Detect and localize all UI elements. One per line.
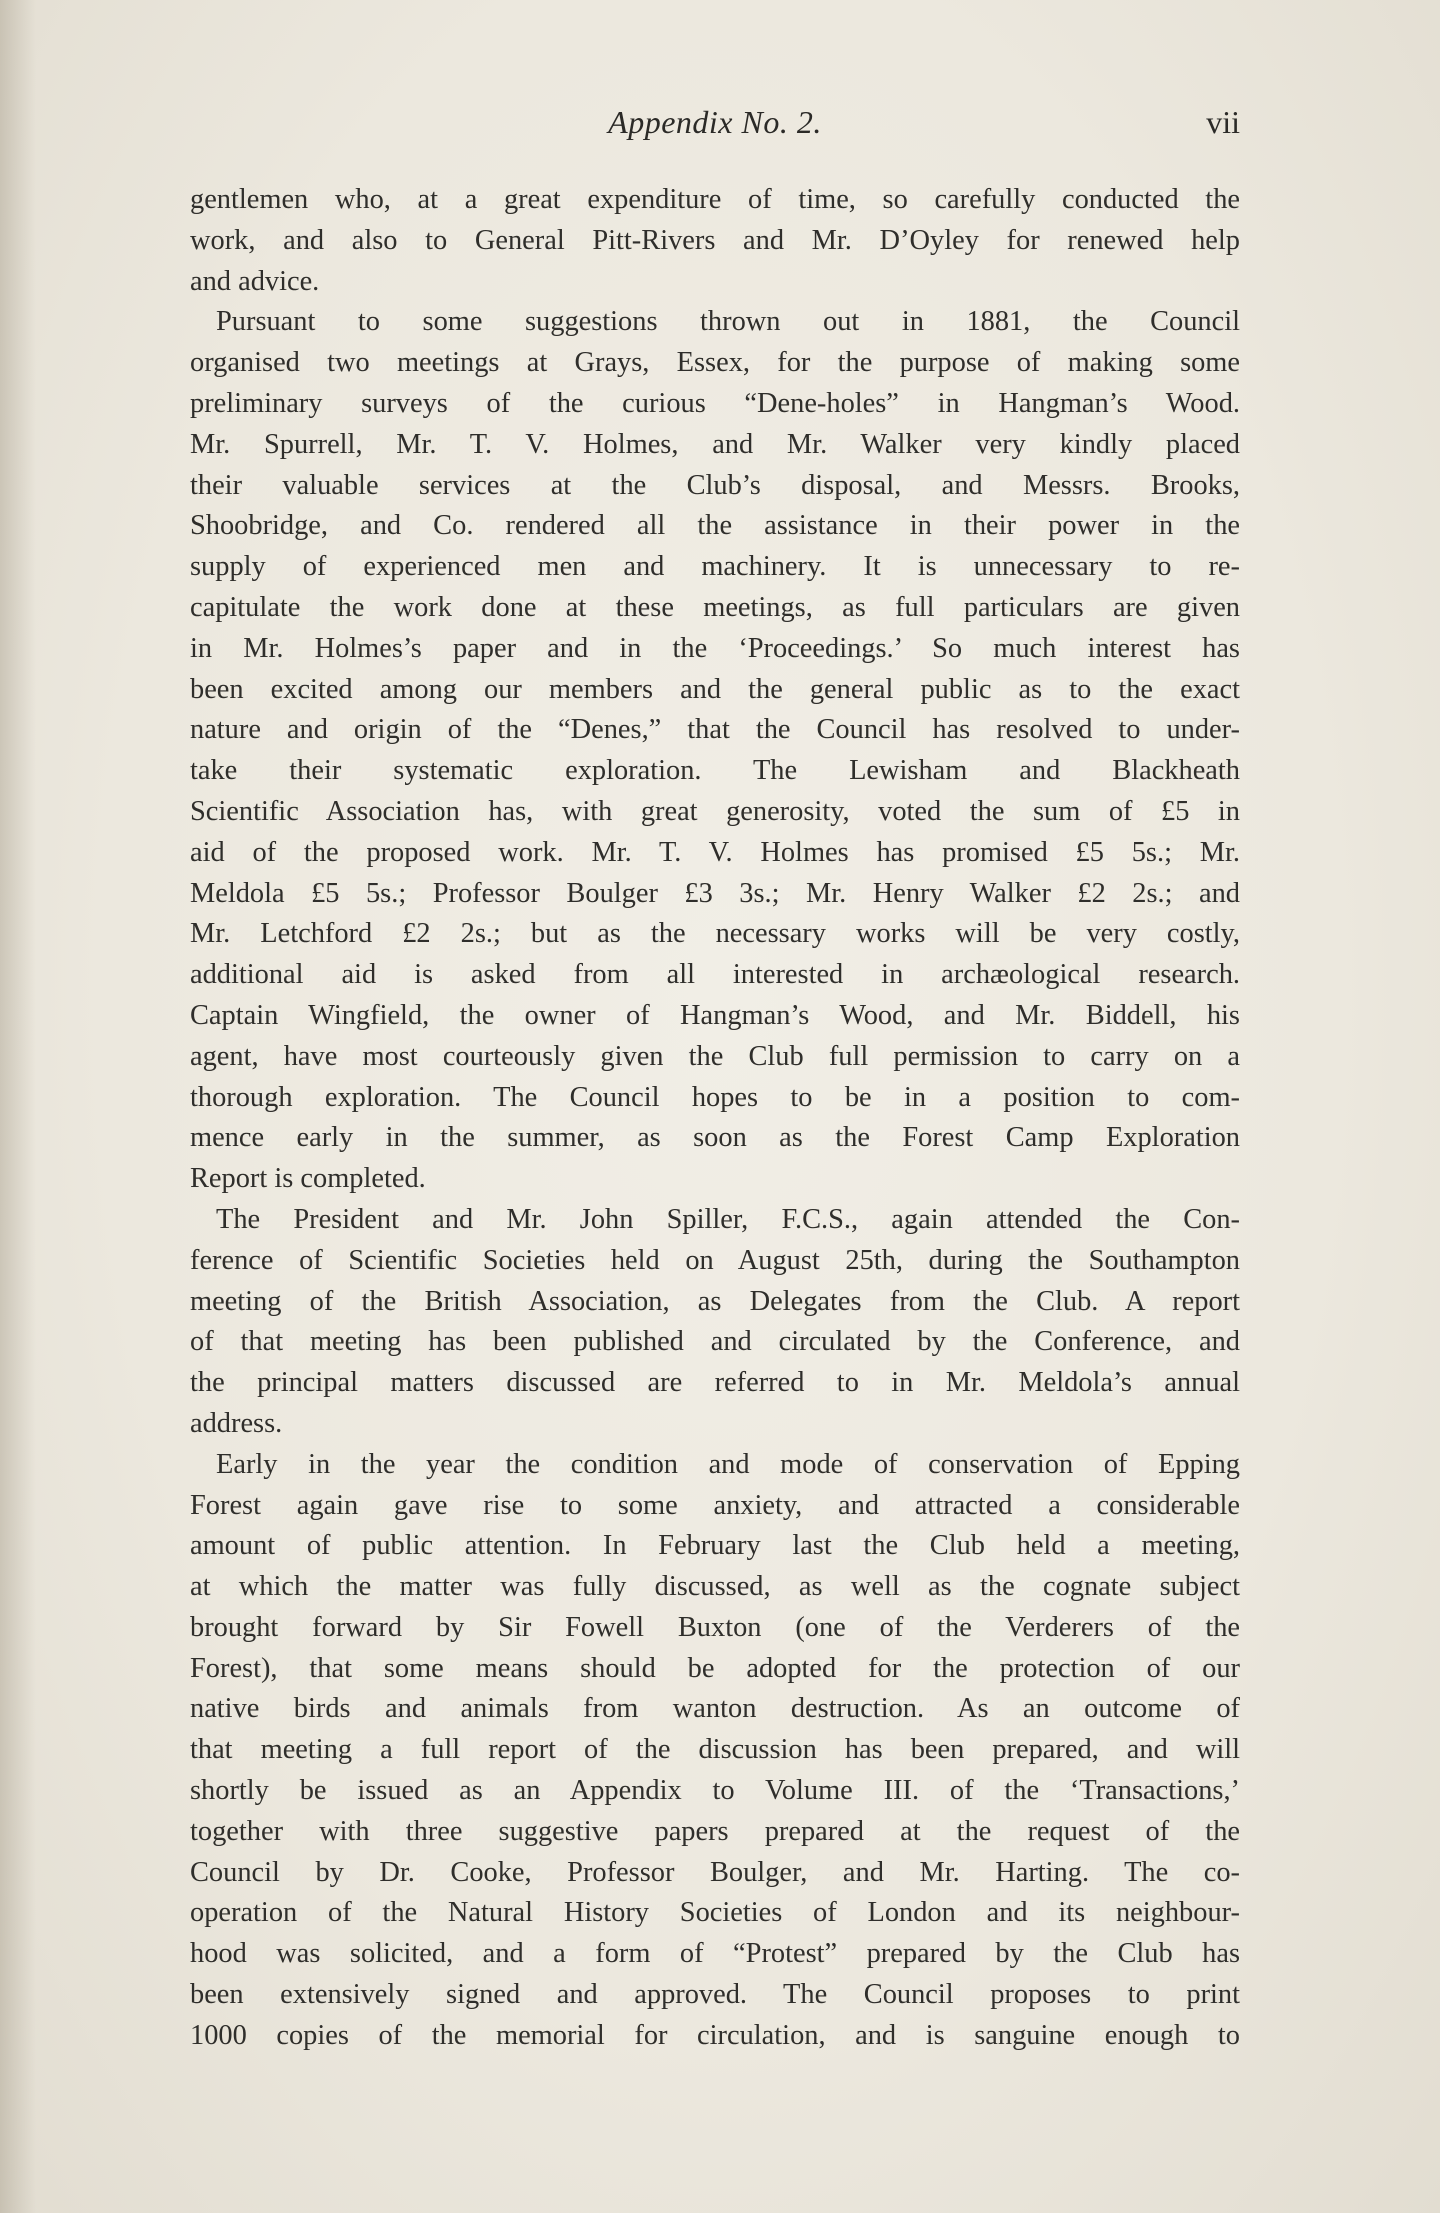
text-line: The President and Mr. John Spiller, F.C.S., again attended the Con-: [216, 1203, 1240, 1235]
text-line: nature and origin of the “Denes,” that the Council has resolved to under-: [190, 714, 1240, 746]
text-line: in Mr. Holmes’s paper and in the ‘Proceedings.’ So much interest has: [190, 632, 1240, 664]
page-header: [190, 100, 1240, 156]
text-line: been extensively signed and approved. The Council proposes to print: [190, 1979, 1240, 2011]
text-line: supply of experienced men and machinery. It is unnecessary to re-: [190, 551, 1240, 583]
text-line: capitulate the work done at these meetings, as full particulars are given: [190, 591, 1240, 623]
text-line: amount of public attention. In February last the Club held a meeting,: [190, 1530, 1240, 1562]
text-line: together with three suggestive papers prepared at the request of the: [190, 1815, 1240, 1847]
text-line: hood was solicited, and a form of “Protest” prepared by the Club has: [190, 1938, 1240, 1970]
text-line: work, and also to General Pitt-Rivers and Mr. D’Oyley for renewed help: [190, 224, 1240, 256]
text-line: been excited among our members and the general public as to the exact: [190, 673, 1240, 705]
text-line: native birds and animals from wanton destruction. As an outcome of: [190, 1693, 1240, 1725]
text-line: their valuable services at the Club’s disposal, and Messrs. Brooks,: [190, 469, 1240, 501]
text-line: Council by Dr. Cooke, Professor Boulger, and Mr. Harting. The co-: [190, 1856, 1240, 1888]
text-line: preliminary surveys of the curious “Dene-holes” in Hangman’s Wood.: [190, 387, 1240, 419]
text-line: organised two meetings at Grays, Essex, for the purpose of making some: [190, 347, 1240, 379]
text-line: aid of the proposed work. Mr. T. V. Holmes has promised £5 5s.; Mr.: [190, 836, 1240, 868]
text-line: Early in the year the condition and mode of conservation of Epping: [216, 1448, 1240, 1480]
text-line: at which the matter was fully discussed, as well as the cognate subject: [190, 1571, 1240, 1603]
text-line: take their systematic exploration. The Lewisham and Blackheath: [190, 755, 1240, 787]
text-line: brought forward by Sir Fowell Buxton (one of the Verderers of the: [190, 1611, 1240, 1643]
text-line: the principal matters discussed are referred to in Mr. Meldola’s annual: [190, 1367, 1240, 1399]
page-number: vii: [1206, 104, 1240, 140]
text-line: Forest again gave rise to some anxiety, and attracted a considerable: [190, 1489, 1240, 1521]
text-line: ference of Scientific Societies held on August 25th, during the Southampton: [190, 1244, 1240, 1276]
text-line: Meldola £5 5s.; Professor Boulger £3 3s.; Mr. Henry Walker £2 2s.; and: [190, 877, 1240, 909]
text-line: Mr. Letchford £2 2s.; but as the necessary works will be very costly,: [190, 918, 1240, 950]
text-line: shortly be issued as an Appendix to Volume III. of the ‘Transactions,’: [190, 1775, 1240, 1807]
text-line: that meeting a full report of the discussion has been prepared, and will: [190, 1734, 1240, 1766]
text-line: Scientific Association has, with great generosity, voted the sum of £5 in: [190, 795, 1240, 827]
text-line: agent, have most courteously given the Club full permission to carry on a: [190, 1040, 1240, 1072]
text-line: Forest), that some means should be adopted for the protection of our: [190, 1652, 1240, 1684]
text-line: address.: [190, 1407, 283, 1439]
text-line: mence early in the summer, as soon as the Forest Camp Exploration: [190, 1122, 1240, 1154]
text-line: thorough exploration. The Council hopes to be in a position to com-: [190, 1081, 1240, 1113]
running-title: Appendix No. 2.: [608, 104, 822, 140]
text-line: Shoobridge, and Co. rendered all the assistance in their power in the: [190, 510, 1240, 542]
text-line: Report is completed.: [190, 1163, 426, 1195]
text-line: 1000 copies of the memorial for circulation, and is sanguine enough to: [190, 2019, 1240, 2051]
text-line: Pursuant to some suggestions thrown out in 1881, the Council: [216, 306, 1240, 338]
text-line: Captain Wingfield, the owner of Hangman’s Wood, and Mr. Biddell, his: [190, 999, 1240, 1031]
text-line: Mr. Spurrell, Mr. T. V. Holmes, and Mr. Walker very kindly placed: [190, 428, 1240, 460]
text-line: additional aid is asked from all interested in archæological research.: [190, 959, 1240, 991]
body-text: [190, 180, 1240, 2057]
text-line: gentlemen who, at a great expenditure of time, so carefully conducted the: [190, 184, 1240, 215]
text-line: meeting of the British Association, as Delegates from the Club. A report: [190, 1285, 1240, 1317]
text-line: of that meeting has been published and circulated by the Conference, and: [190, 1326, 1240, 1358]
text-line: operation of the Natural History Societies of London and its neighbour-: [190, 1897, 1240, 1929]
text-line: and advice.: [190, 265, 320, 297]
